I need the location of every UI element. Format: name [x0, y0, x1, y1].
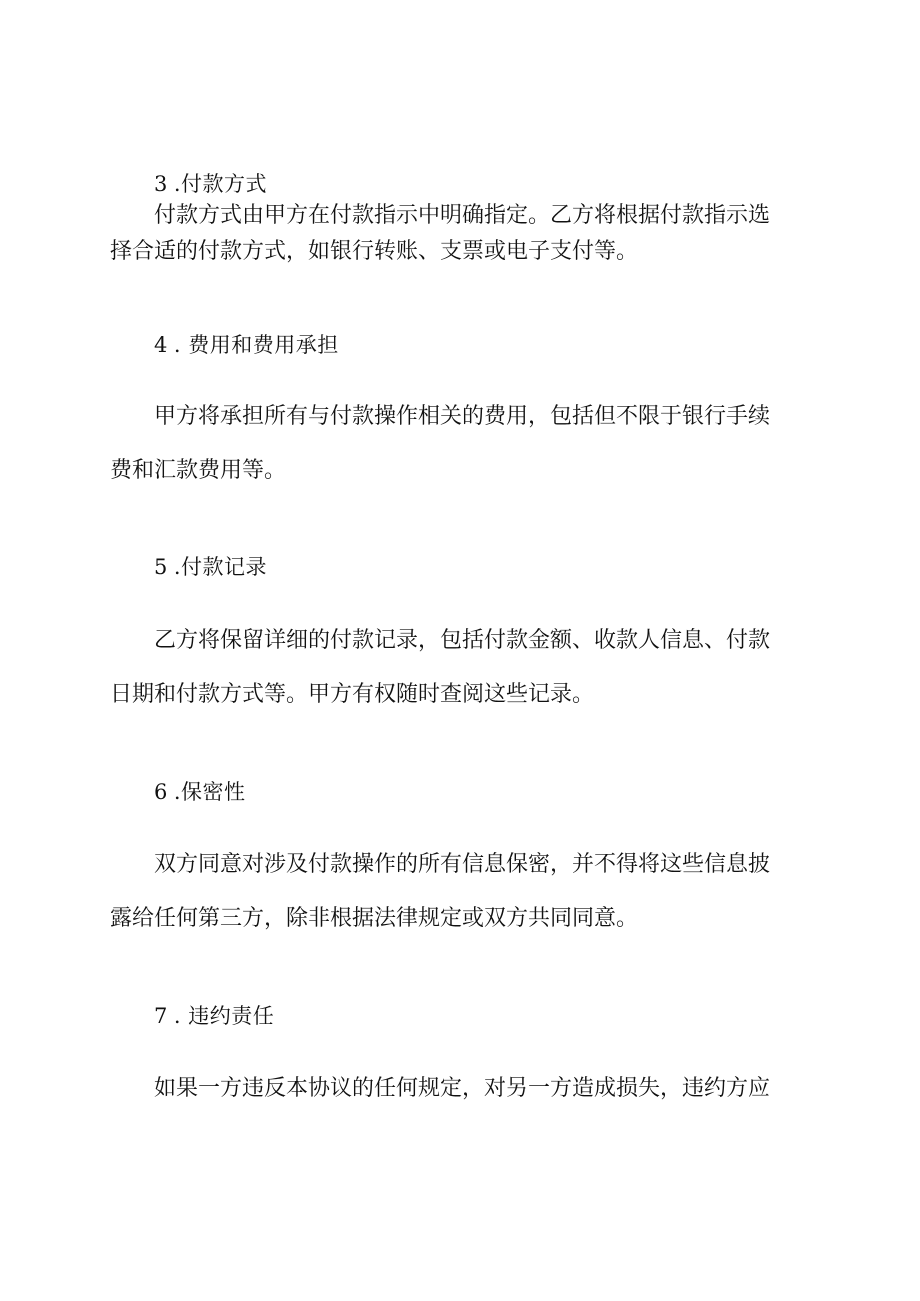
- section-6-number: 6: [154, 780, 168, 804]
- section-6-line-2: 露给任何第三方，除非根据法律规定或双方共同同意。: [110, 906, 639, 931]
- section-6-paragraph: [110, 847, 810, 937]
- section-7-paragraph: [110, 1071, 810, 1107]
- section-7-number: 7: [154, 1004, 168, 1028]
- section-7-line-1: 如果一方违反本协议的任何规定，对另一方造成损失，违约方应: [154, 1076, 771, 1101]
- section-3-heading: [154, 170, 267, 198]
- section-7-heading: [154, 1002, 274, 1030]
- section-5-line-1: 乙方将保留详细的付款记录，包括付款金额、收款人信息、付款: [154, 628, 771, 653]
- section-3-line-1: 付款方式由甲方在付款指示中明确指定。乙方将根据付款指示选: [154, 203, 771, 228]
- section-4-heading: [154, 331, 339, 359]
- section-5-heading: [154, 553, 267, 581]
- section-5-number: 5: [154, 555, 168, 579]
- section-4-paragraph: [110, 399, 810, 489]
- section-6-heading: [154, 778, 246, 806]
- section-5-title: .付款记录: [173, 555, 268, 579]
- section-3-paragraph: [110, 198, 810, 270]
- section-4-line-2: 费和汇款费用等。: [110, 458, 287, 483]
- section-3-line-2: 择合适的付款方式，如银行转账、支票或电子支付等。: [110, 239, 639, 264]
- section-5-line-2: 日期和付款方式等。甲方有权随时查阅这些记录。: [110, 682, 595, 707]
- section-7-title: . 违约责任: [173, 1004, 275, 1028]
- section-4-title: . 费用和费用承担: [173, 333, 339, 357]
- section-4-number: 4: [154, 333, 168, 357]
- section-5-paragraph: [110, 623, 810, 713]
- section-3-number: 3: [154, 172, 168, 196]
- section-6-title: .保密性: [173, 780, 246, 804]
- section-4-line-1: 甲方将承担所有与付款操作相关的费用，包括但不限于银行手续: [154, 404, 771, 429]
- section-6-line-1: 双方同意对涉及付款操作的所有信息保密，并不得将这些信息披: [154, 852, 771, 877]
- section-3-title: .付款方式: [173, 172, 268, 196]
